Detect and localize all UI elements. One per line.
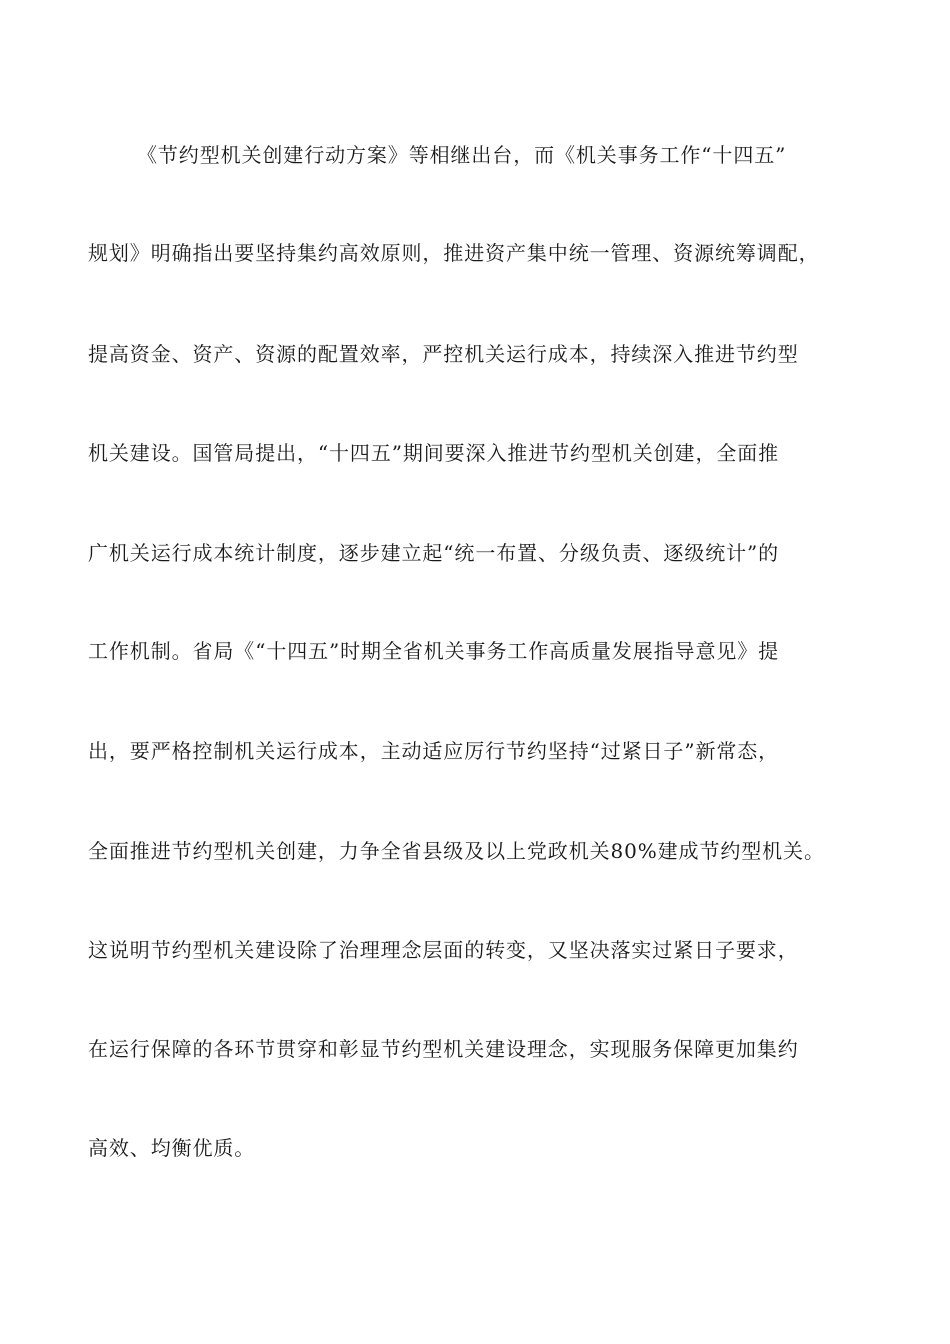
paragraph-line-5: 广机关运行成本统计制度，逐步建立起“统一布置、分级负责、逐级统计”的 [88, 541, 780, 565]
paragraph-line-6: 工作机制。省局《“十四五”时期全省机关事务工作高质量发展指导意见》提 [88, 639, 780, 663]
paragraph-line-11: 高效、均衡优质。 [88, 1136, 256, 1160]
paragraph-line-9: 这说明节约型机关建设除了治理理念层面的转变，又坚决落实过紧日子要求， [88, 938, 799, 962]
paragraph-line-8: 全面推进节约型机关创建，力争全省县级及以上党政机关80%建成节约型机关。 [88, 839, 825, 863]
paragraph-line-1: 《节约型机关创建行动方案》等相继出台，而《机关事务工作“十四五” [137, 143, 787, 167]
paragraph-line-4: 机关建设。国管局提出，“十四五”期间要深入推进节约型机关创建，全面推 [88, 441, 780, 465]
paragraph-line-2: 规划》明确指出要坚持集约高效原则，推进资产集中统一管理、资源统筹调配， [88, 241, 820, 265]
paragraph-line-7: 出，要严格控制机关运行成本，主动适应厉行节约坚持“过紧日子”新常态， [88, 739, 780, 763]
paragraph-line-3: 提高资金、资产、资源的配置效率，严控机关运行成本，持续深入推进节约型 [88, 342, 799, 366]
paragraph-line-10: 在运行保障的各环节贯穿和彰显节约型机关建设理念，实现服务保障更加集约 [88, 1037, 799, 1061]
